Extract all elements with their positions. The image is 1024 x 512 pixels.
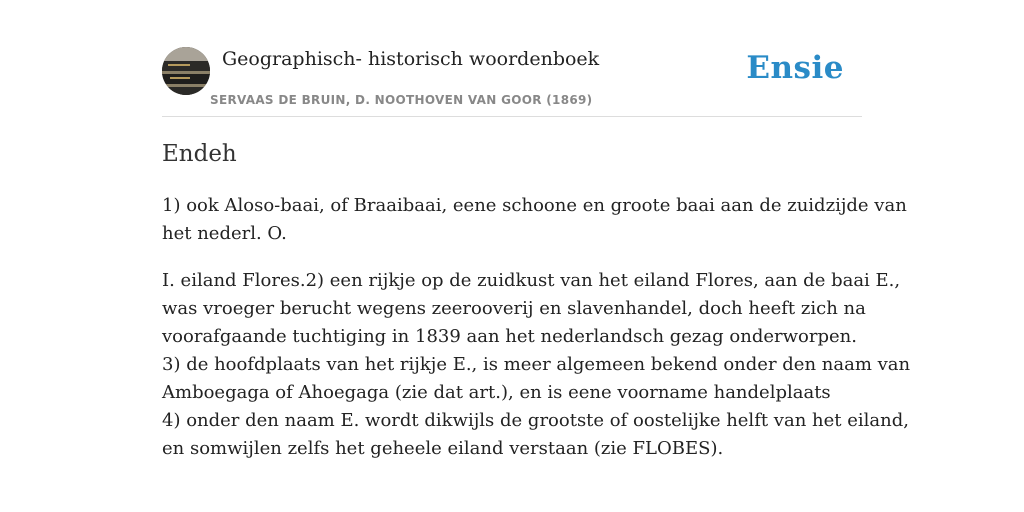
entry-content	[162, 192, 911, 482]
entry-paragraph-1	[162, 192, 907, 248]
book-cover-avatar[interactable]	[162, 47, 210, 95]
text-line: 1) ook Aloso-baai, of Braaibaai, eene schoone en groote baai aan de zuidzijde van	[162, 195, 907, 216]
book-stack-icon	[162, 47, 210, 95]
text-line: voorafgaande tuchtiging in 1839 aan het nederlandsch gezag onderworpen.	[162, 326, 857, 347]
text-line: het nederl. O.	[162, 223, 287, 244]
text-line: en somwijlen zelfs het geheele eiland verstaan (zie FLOBES).	[162, 438, 724, 459]
book-title[interactable]: Geographisch- historisch woordenboek	[222, 48, 600, 70]
dictionary-header	[162, 46, 862, 117]
book-author: SERVAAS DE BRUIN, D. NOOTHOVEN VAN GOOR (1869)	[210, 93, 593, 107]
text-line: 3) de hoofdplaats van het rijkje E., is meer algemeen bekend onder den naam van	[162, 354, 911, 375]
entry-title: Endeh	[162, 141, 237, 167]
text-line: 4) onder den naam E. wordt dikwijls de grootste of oostelijke helft van het eiland,	[162, 410, 909, 431]
text-line: I. eiland Flores.2) een rijkje op de zuidkust van het eiland Flores, aan de baai E.,	[162, 270, 901, 291]
entry-paragraph-2	[162, 267, 911, 463]
ensie-logo[interactable]: Ensie	[746, 50, 844, 86]
text-line: was vroeger berucht wegens zeerooverij en slavenhandel, doch heeft zich na	[162, 298, 866, 319]
text-line: Amboegaga of Ahoegaga (zie dat art.), en is eene voorname handelplaats	[162, 382, 831, 403]
